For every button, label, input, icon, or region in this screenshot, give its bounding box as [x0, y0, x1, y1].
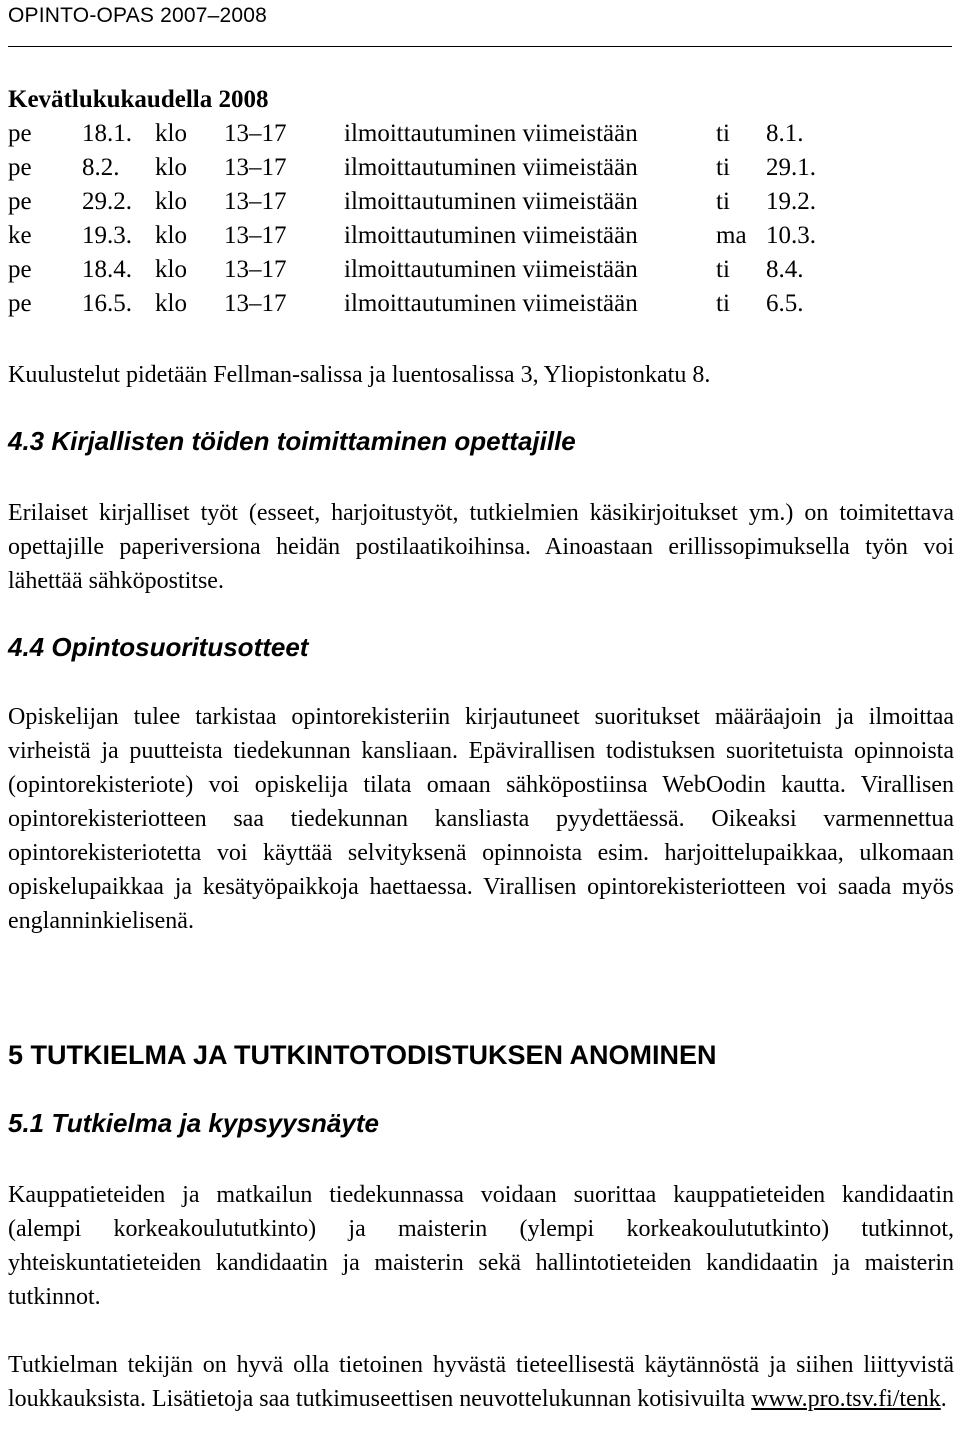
time-prefix: klo	[155, 222, 187, 249]
time-range: 13–17	[224, 154, 287, 181]
tenk-link[interactable]: www.pro.tsv.fi/tenk	[751, 1386, 941, 1412]
weekday: ke	[8, 222, 32, 249]
section-4-4-body: Opiskelijan tulee tarkistaa opintorekisteriin kirjautuneet suoritukset määräajoin ja ilmoittaa virheistä ja puutteista tiedekunnan kansliaan. Epävirallisen todistuksen suoritetuista opinnoista (opintorekisteriote) voi opiskelija tilata omaan sähköpostiinsa WebOodin kautta. Virallisen opintorekisteriotteen saa tiedekunnan kansliasta pyydettäessä. Oikeaksi varmennettua opintorekisteriotetta voi käyttää selvityksenä opinnoista esim. harjoittelupaikkaa, ulkomaan opiskelupaikkaa ja kesätyöpaikkoja haettaessa. Virallisen opintorekisteriotteen voi saada myös englanninkielisenä.	[8, 704, 954, 934]
time-prefix: klo	[155, 120, 187, 147]
exam-date: 8.2.	[82, 154, 120, 181]
deadline-weekday: ti	[716, 188, 730, 215]
section-5-1-body-1: Kauppatieteiden ja matkailun tiedekunnassa voidaan suorittaa kauppatieteiden kandidaatin (alempi korkeakoulututkinto) ja maisterin (ylempi korkeakoulututkinto) tutkinnot, yhteiskuntatieteiden kandidaatin ja maisterin sekä hallintotieteiden kandidaatin ja maisterin tutkinnot.	[8, 1182, 954, 1310]
body-2-text: Tutkielman tekijän on hyvä olla tietoinen hyvästä tieteellisestä käytännöstä ja siihen liittyvistä loukkauksista. Lisätietoja saa tutkimuseettisen neuvottelukunnan kotisivuilta	[8, 1352, 954, 1412]
weekday: pe	[8, 256, 32, 283]
time-range: 13–17	[224, 222, 287, 249]
body-2-end: .	[940, 1386, 947, 1412]
time-prefix: klo	[155, 154, 187, 181]
deadline-date: 29.1.	[766, 154, 816, 181]
section-4-3-body: Erilaiset kirjalliset työt (esseet, harjoitustyöt, tutkielmien käsikirjoitukset ym.) on toimitettava opettajille paperiversiona heidän postilaatikoihinsa. Ainoastaan erillissopimuksella työn voi lähettää sähköpostitse.	[8, 500, 954, 594]
time-range: 13–17	[224, 188, 287, 215]
registration-text: ilmoittautuminen viimeistään	[344, 120, 638, 147]
weekday: pe	[8, 120, 32, 147]
time-range: 13–17	[224, 120, 287, 147]
weekday: pe	[8, 154, 32, 181]
deadline-date: 8.1.	[766, 120, 804, 147]
registration-text: ilmoittautuminen viimeistään	[344, 222, 638, 249]
section-4-3-heading: 4.3 Kirjallisten töiden toimittaminen opettajille	[8, 426, 576, 456]
registration-text: ilmoittautuminen viimeistään	[344, 256, 638, 283]
header-title: OPINTO-OPAS 2007–2008	[8, 4, 268, 27]
weekday: pe	[8, 290, 32, 317]
exam-date: 18.1.	[82, 120, 132, 147]
exam-date: 19.3.	[82, 222, 132, 249]
deadline-date: 19.2.	[766, 188, 816, 215]
deadline-weekday: ti	[716, 154, 730, 181]
deadline-date: 8.4.	[766, 256, 804, 283]
time-range: 13–17	[224, 256, 287, 283]
exam-date: 18.4.	[82, 256, 132, 283]
weekday: pe	[8, 188, 32, 215]
chapter-5-heading: 5 TUTKIELMA JA TUTKINTOTODISTUKSEN ANOMINEN	[8, 1040, 717, 1070]
deadline-date: 10.3.	[766, 222, 816, 249]
deadline-weekday: ti	[716, 256, 730, 283]
page-header	[8, 0, 952, 47]
deadline-weekday: ti	[716, 120, 730, 147]
section-5-1-heading: 5.1 Tutkielma ja kypsyysnäyte	[8, 1108, 379, 1138]
registration-text: ilmoittautuminen viimeistään	[344, 188, 638, 215]
deadline-date: 6.5.	[766, 290, 804, 317]
registration-text: ilmoittautuminen viimeistään	[344, 154, 638, 181]
exam-date: 29.2.	[82, 188, 132, 215]
exam-location-note: Kuulustelut pidetään Fellman-salissa ja luentosalissa 3, Yliopistonkatu 8.	[8, 362, 711, 388]
exam-date: 16.5.	[82, 290, 132, 317]
schedule-title: Kevätlukukaudella 2008	[8, 86, 269, 113]
time-prefix: klo	[155, 256, 187, 283]
time-range: 13–17	[224, 290, 287, 317]
deadline-weekday: ti	[716, 290, 730, 317]
time-prefix: klo	[155, 290, 187, 317]
section-5-1-body-2	[8, 1348, 954, 1416]
section-4-4-heading: 4.4 Opintosuoritusotteet	[8, 632, 309, 662]
time-prefix: klo	[155, 188, 187, 215]
registration-text: ilmoittautuminen viimeistään	[344, 290, 638, 317]
deadline-weekday: ma	[716, 222, 747, 249]
